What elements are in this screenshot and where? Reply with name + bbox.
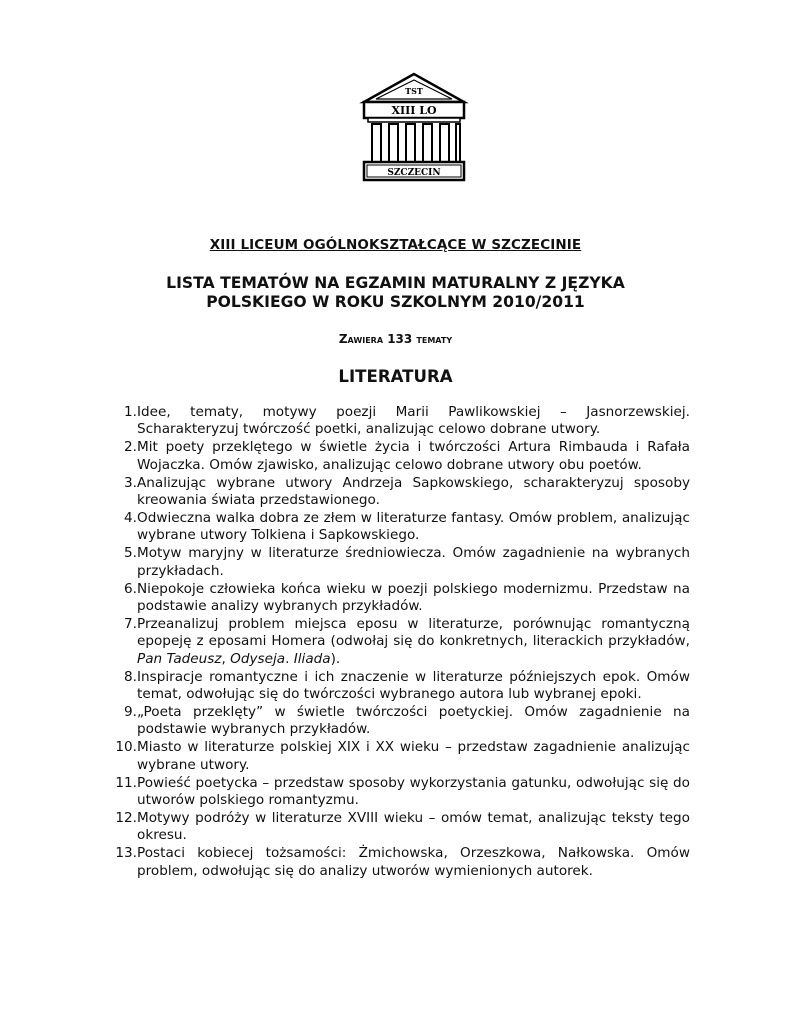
item-text: Inspiracje romantyczne i ich znaczenie w literaturze późniejszych epok. Omów temat, odwołując się do twórczości wybranego autora lub wybranej epoki. xyxy=(137,668,690,702)
item-number: 10. xyxy=(115,739,137,756)
item-number: 9. xyxy=(124,703,137,720)
item-text: Postaci kobiecej tożsamości: Żmichowska, Orzeszkowa, Nałkowska. Omów problem, odwołując się do analizy utworów wymienionych autorek. xyxy=(137,845,690,879)
item-text: Motyw maryjny w literaturze średniowiecza. Omów zagadnienie na wybranych przykładach. xyxy=(137,545,690,579)
item-number: 8. xyxy=(124,668,137,685)
item-text: „Poeta przeklęty” w świetle twórczości poetyckiej. Omów zagadnienie na podstawie wybranych przykładów. xyxy=(137,703,690,738)
item-text: Miasto w literaturze polskiej XIX i XX wieku – przedstaw zagadnienie analizując wybrane utwory. xyxy=(137,739,690,773)
item-text: Idee, tematy, motywy poezji Marii Pawlikowskiej – Jasnorzewskiej. Scharakteryzuj twórczość poetki, analizując celowo dobrane utwory. xyxy=(137,404,690,438)
list-item xyxy=(94,810,690,845)
italic-title: Iliada xyxy=(293,650,331,667)
list-item xyxy=(94,404,690,439)
italic-title: Odyseja xyxy=(230,650,286,667)
item-text: Odwieczna walka dobra ze złem w literaturze fantasy. Omów problem, analizując wybrane utwory Tolkiena i Sapkowskiego. xyxy=(137,509,690,544)
item-number: 5. xyxy=(124,545,137,562)
list-item xyxy=(94,616,690,668)
list-item xyxy=(94,510,690,545)
logo-bottom-text: SZCZECIN xyxy=(387,168,441,178)
list-item xyxy=(94,439,690,474)
item-number: 1. xyxy=(124,404,137,420)
item-number: 11. xyxy=(115,774,137,791)
item-number: 13. xyxy=(115,845,137,862)
item-text: Niepokoje człowieka końca wieku w poezji polskiego modernizmu. Przedstaw na podstawie analizy wybranych przykładów. xyxy=(137,580,690,614)
item-text: Analizując wybrane utwory Andrzeja Sapkowskiego, scharakteryzuj sposoby kreowania świata przedstawionego. xyxy=(137,474,690,509)
item-number: 2. xyxy=(124,439,137,456)
list-item xyxy=(94,475,690,510)
topic-count: Zawiera 133 tematy xyxy=(338,332,453,346)
item-text: Przeanalizuj problem miejsca eposu w literaturze, porównując romantyczną epopeję z eposami Homera (odwołaj się do konkretnych, literackich przykładów, Pan Tadeusz, Odyseja. Iliada). xyxy=(137,615,690,667)
item-number: 4. xyxy=(124,509,137,526)
logo-middle-text: XIII LO xyxy=(391,104,437,117)
item-text: Mit poety przeklętego w świetle życia i twórczości Artura Rimbauda i Rafała Wojaczka. Omów zjawisko, analizując celowo dobrane utwory obu poetów. xyxy=(137,439,690,473)
item-number: 7. xyxy=(124,615,137,632)
item-number: 3. xyxy=(124,474,137,491)
list-item xyxy=(94,545,690,580)
title-line-2: POLSKIEGO W ROKU SZKOLNYM 2010/2011 xyxy=(206,293,585,311)
italic-title: Pan Tadeusz xyxy=(137,650,222,667)
list-item xyxy=(94,739,690,774)
page-title xyxy=(0,274,791,312)
school-logo xyxy=(358,72,470,184)
item-text: Motywy podróży w literaturze XVIII wieku – omów temat, analizując teksty tego okresu. xyxy=(137,809,690,844)
section-heading: LITERATURA xyxy=(338,367,453,386)
list-item xyxy=(94,704,690,739)
topic-list xyxy=(94,404,690,880)
list-item xyxy=(94,775,690,810)
logo-top-text: TST xyxy=(405,86,423,96)
list-item xyxy=(94,581,690,616)
school-name: XIII LICEUM OGÓLNOKSZTAŁCĄCE W SZCZECINIE xyxy=(209,237,582,253)
item-text: Powieść poetycka – przedstaw sposoby wykorzystania gatunku, odwołując się do utworów polskiego romantyzmu. xyxy=(137,774,690,808)
item-number: 12. xyxy=(115,809,137,826)
list-item xyxy=(94,845,690,880)
item-number: 6. xyxy=(124,580,137,597)
list-item xyxy=(94,669,690,704)
title-line-1: LISTA TEMATÓW NA EGZAMIN MATURALNY Z JĘZYKA xyxy=(166,274,625,292)
